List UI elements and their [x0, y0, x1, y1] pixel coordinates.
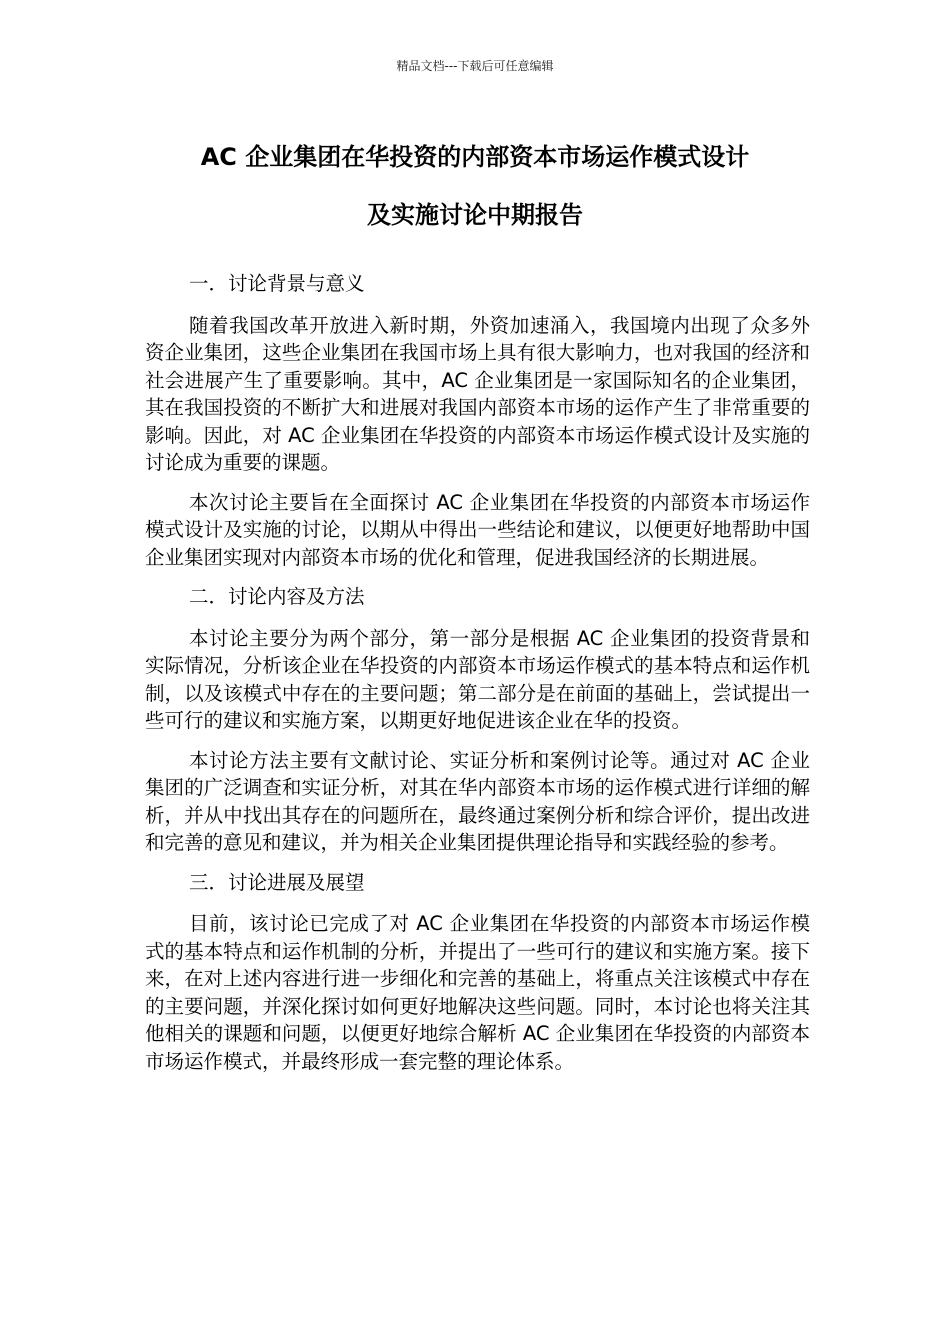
section-heading: 三．讨论进展及展望 — [189, 870, 365, 894]
section-background — [145, 270, 810, 571]
paragraph: 本次讨论主要旨在全面探讨 AC 企业集团在华投资的内部资本市场运作模式设计及实施的讨论，以期从中得出一些结论和建议，以便更好地帮助中国企业集团实现对内部资本市场的优化和管理，促进我国经济的长期进展。 — [145, 490, 810, 569]
section-heading: 二．讨论内容及方法 — [189, 585, 365, 608]
section-progress-outlook — [145, 869, 810, 1076]
paragraph: 本讨论主要分为两个部分，第一部分是根据 AC 企业集团的投资背景和实际情况，分析该企业在华投资的内部资本市场运作模式的基本特点和运作机制，以及该模式中存在的主要问题；第二部分是在前面的基础上，尝试提出一些可行的建议和实施方案，以期更好地促进该企业在华的投资。 — [145, 626, 810, 732]
title-line-1: AC 企业集团在华投资的内部资本市场运作模式设计 — [200, 143, 750, 171]
section-content-methods — [145, 583, 810, 857]
section-heading: 一．讨论背景与意义 — [189, 272, 365, 295]
title-line-2: 及实施讨论中期报告 — [367, 201, 583, 229]
paragraph: 本讨论方法主要有文献讨论、实证分析和案例讨论等。通过对 AC 企业集团的广泛调查和实证分析，对其在华内部资本市场的运作模式进行详细的解析，并从中找出其存在的问题所在，最终通过案例分析和综合评价，提出改进和完善的意见和建议，并为相关企业集团提供理论指导和实践经验的参考。 — [145, 748, 810, 854]
header-note: 精品文档---下载后可任意编辑 — [396, 59, 554, 73]
paragraph: 随着我国改革开放进入新时期，外资加速涌入，我国境内出现了众多外资企业集团，这些企业集团在我国市场上具有很大影响力，也对我国的经济和社会进展产生了重要影响。其中，AC 企业集团是一家国际知名的企业集团，其在我国投资的不断扩大和进展对我国内部资本市场的运作产生了非常重要的影响。因此，对 AC 企业集团在华投资的内部资本市场运作模式设计及实施的讨论成为重要的课题。 — [145, 313, 810, 474]
document-title — [120, 128, 830, 244]
document-body — [145, 270, 810, 1087]
paragraph: 目前，该讨论已完成了对 AC 企业集团在华投资的内部资本市场运作模式的基本特点和运作机制的分析，并提出了一些可行的建议和实施方案。接下来，在对上述内容进行进一步细化和完善的基础上，将重点关注该模式中存在的主要问题，并深化探讨如何更好地解决这些问题。同时，本讨论也将关注其他相关的课题和问题，以便更好地综合解析 AC 企业集团在华投资的内部资本市场运作模式，并最终形成一套完整的理论体系。 — [145, 912, 810, 1073]
